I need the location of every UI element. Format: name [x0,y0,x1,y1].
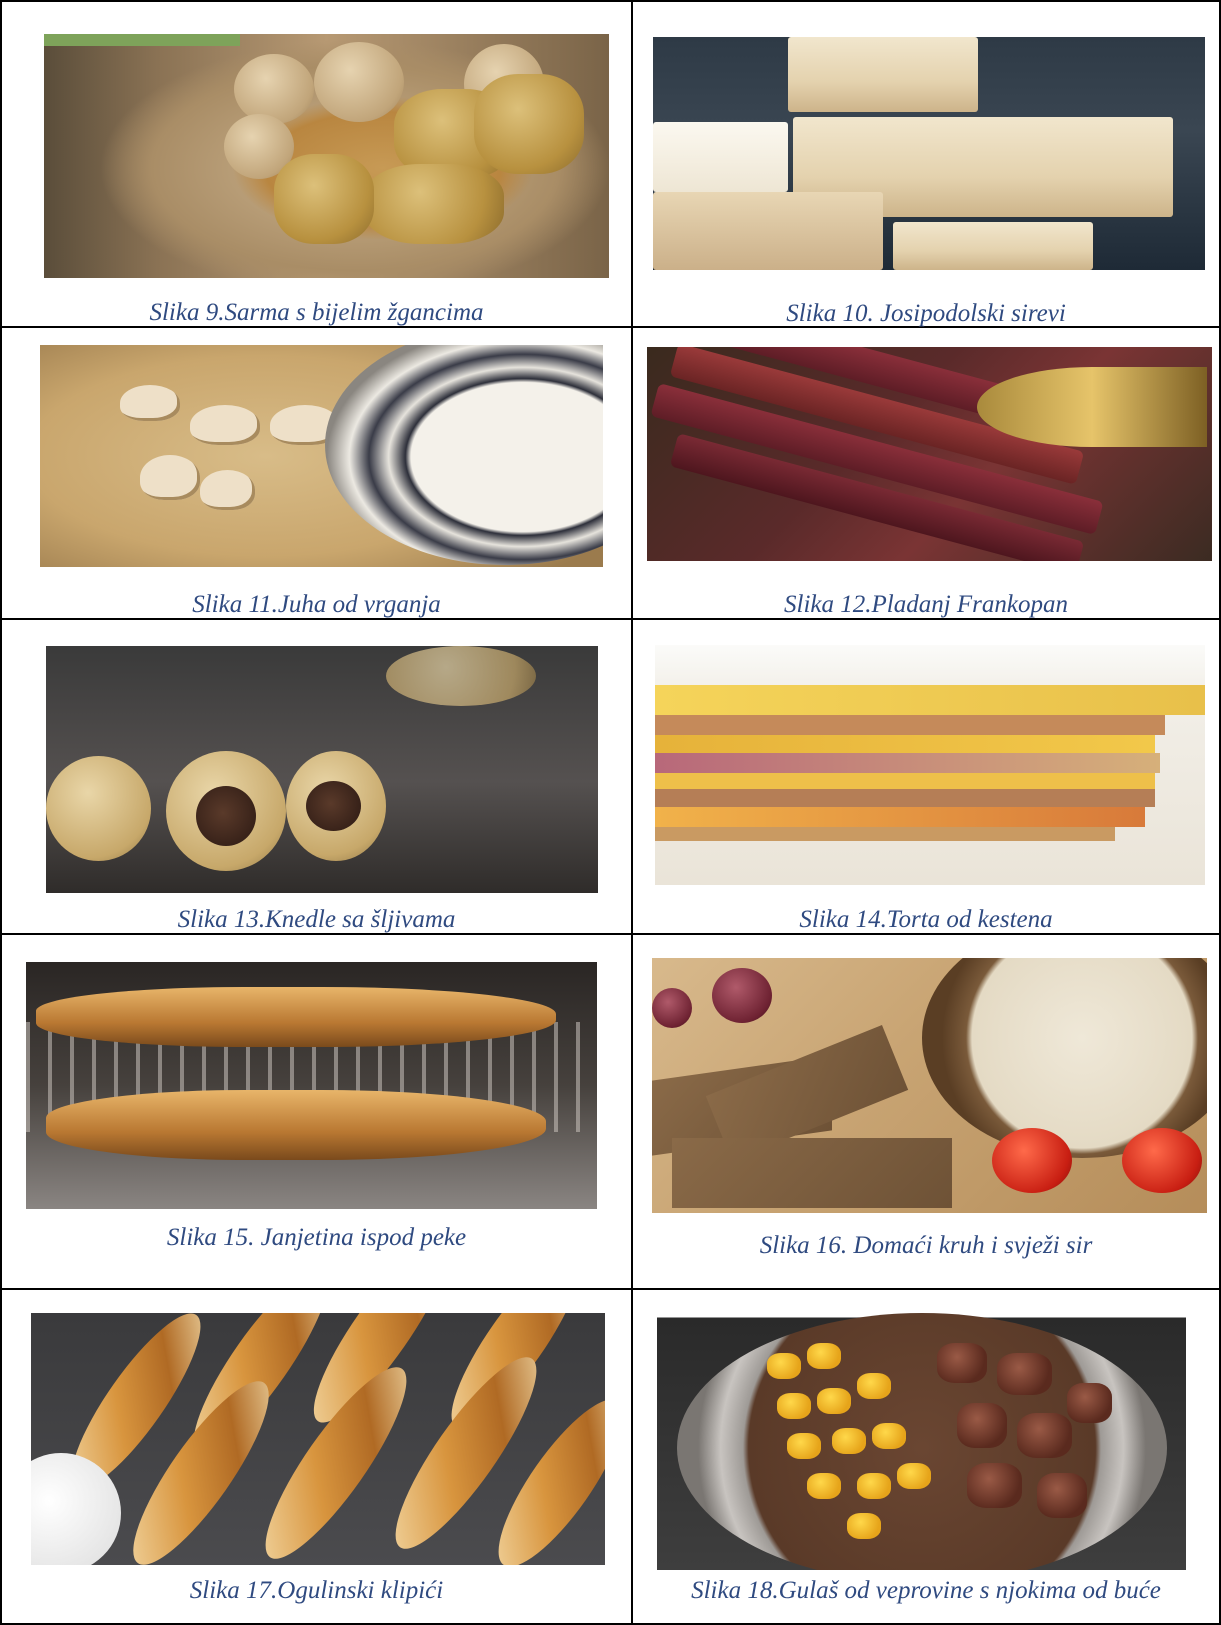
caption-9: Slika 9.Sarma s bijelim žgancima [149,299,484,326]
caption-12: Slika 12.Pladanj Frankopan [784,591,1068,618]
goulash-photo [657,1313,1186,1570]
mushroom-soup-photo [40,345,603,567]
table-border-top [0,0,1221,2]
sarma-photo [44,34,609,278]
table-divider-row-4 [0,1288,1221,1290]
chestnut-cake-photo [655,645,1205,885]
meat-platter-photo [647,347,1212,561]
plum-dumplings-photo [46,646,598,893]
caption-17: Slika 17.Ogulinski klipići [189,1577,444,1604]
logo-banner [44,34,240,46]
caption-13: Slika 13.Knedle sa šljivama [177,906,456,933]
bread-cheese-photo [652,958,1207,1213]
caption-11: Slika 11.Juha od vrganja [192,591,441,618]
lamb-spit-photo [26,962,597,1209]
caption-18: Slika 18.Gulaš od veprovine s njokima od buće [691,1577,1161,1604]
caption-15: Slika 15. Janjetina ispod peke [166,1224,467,1251]
table-divider-vertical [631,0,633,1625]
caption-10: Slika 10. Josipodolski sirevi [786,300,1066,327]
table-border-left [0,0,2,1625]
bread-rolls-photo [31,1313,605,1565]
cheese-photo [653,37,1205,270]
caption-16: Slika 16. Domaći kruh i svježi sir [759,1232,1093,1259]
caption-14: Slika 14.Torta od kestena [799,906,1053,933]
